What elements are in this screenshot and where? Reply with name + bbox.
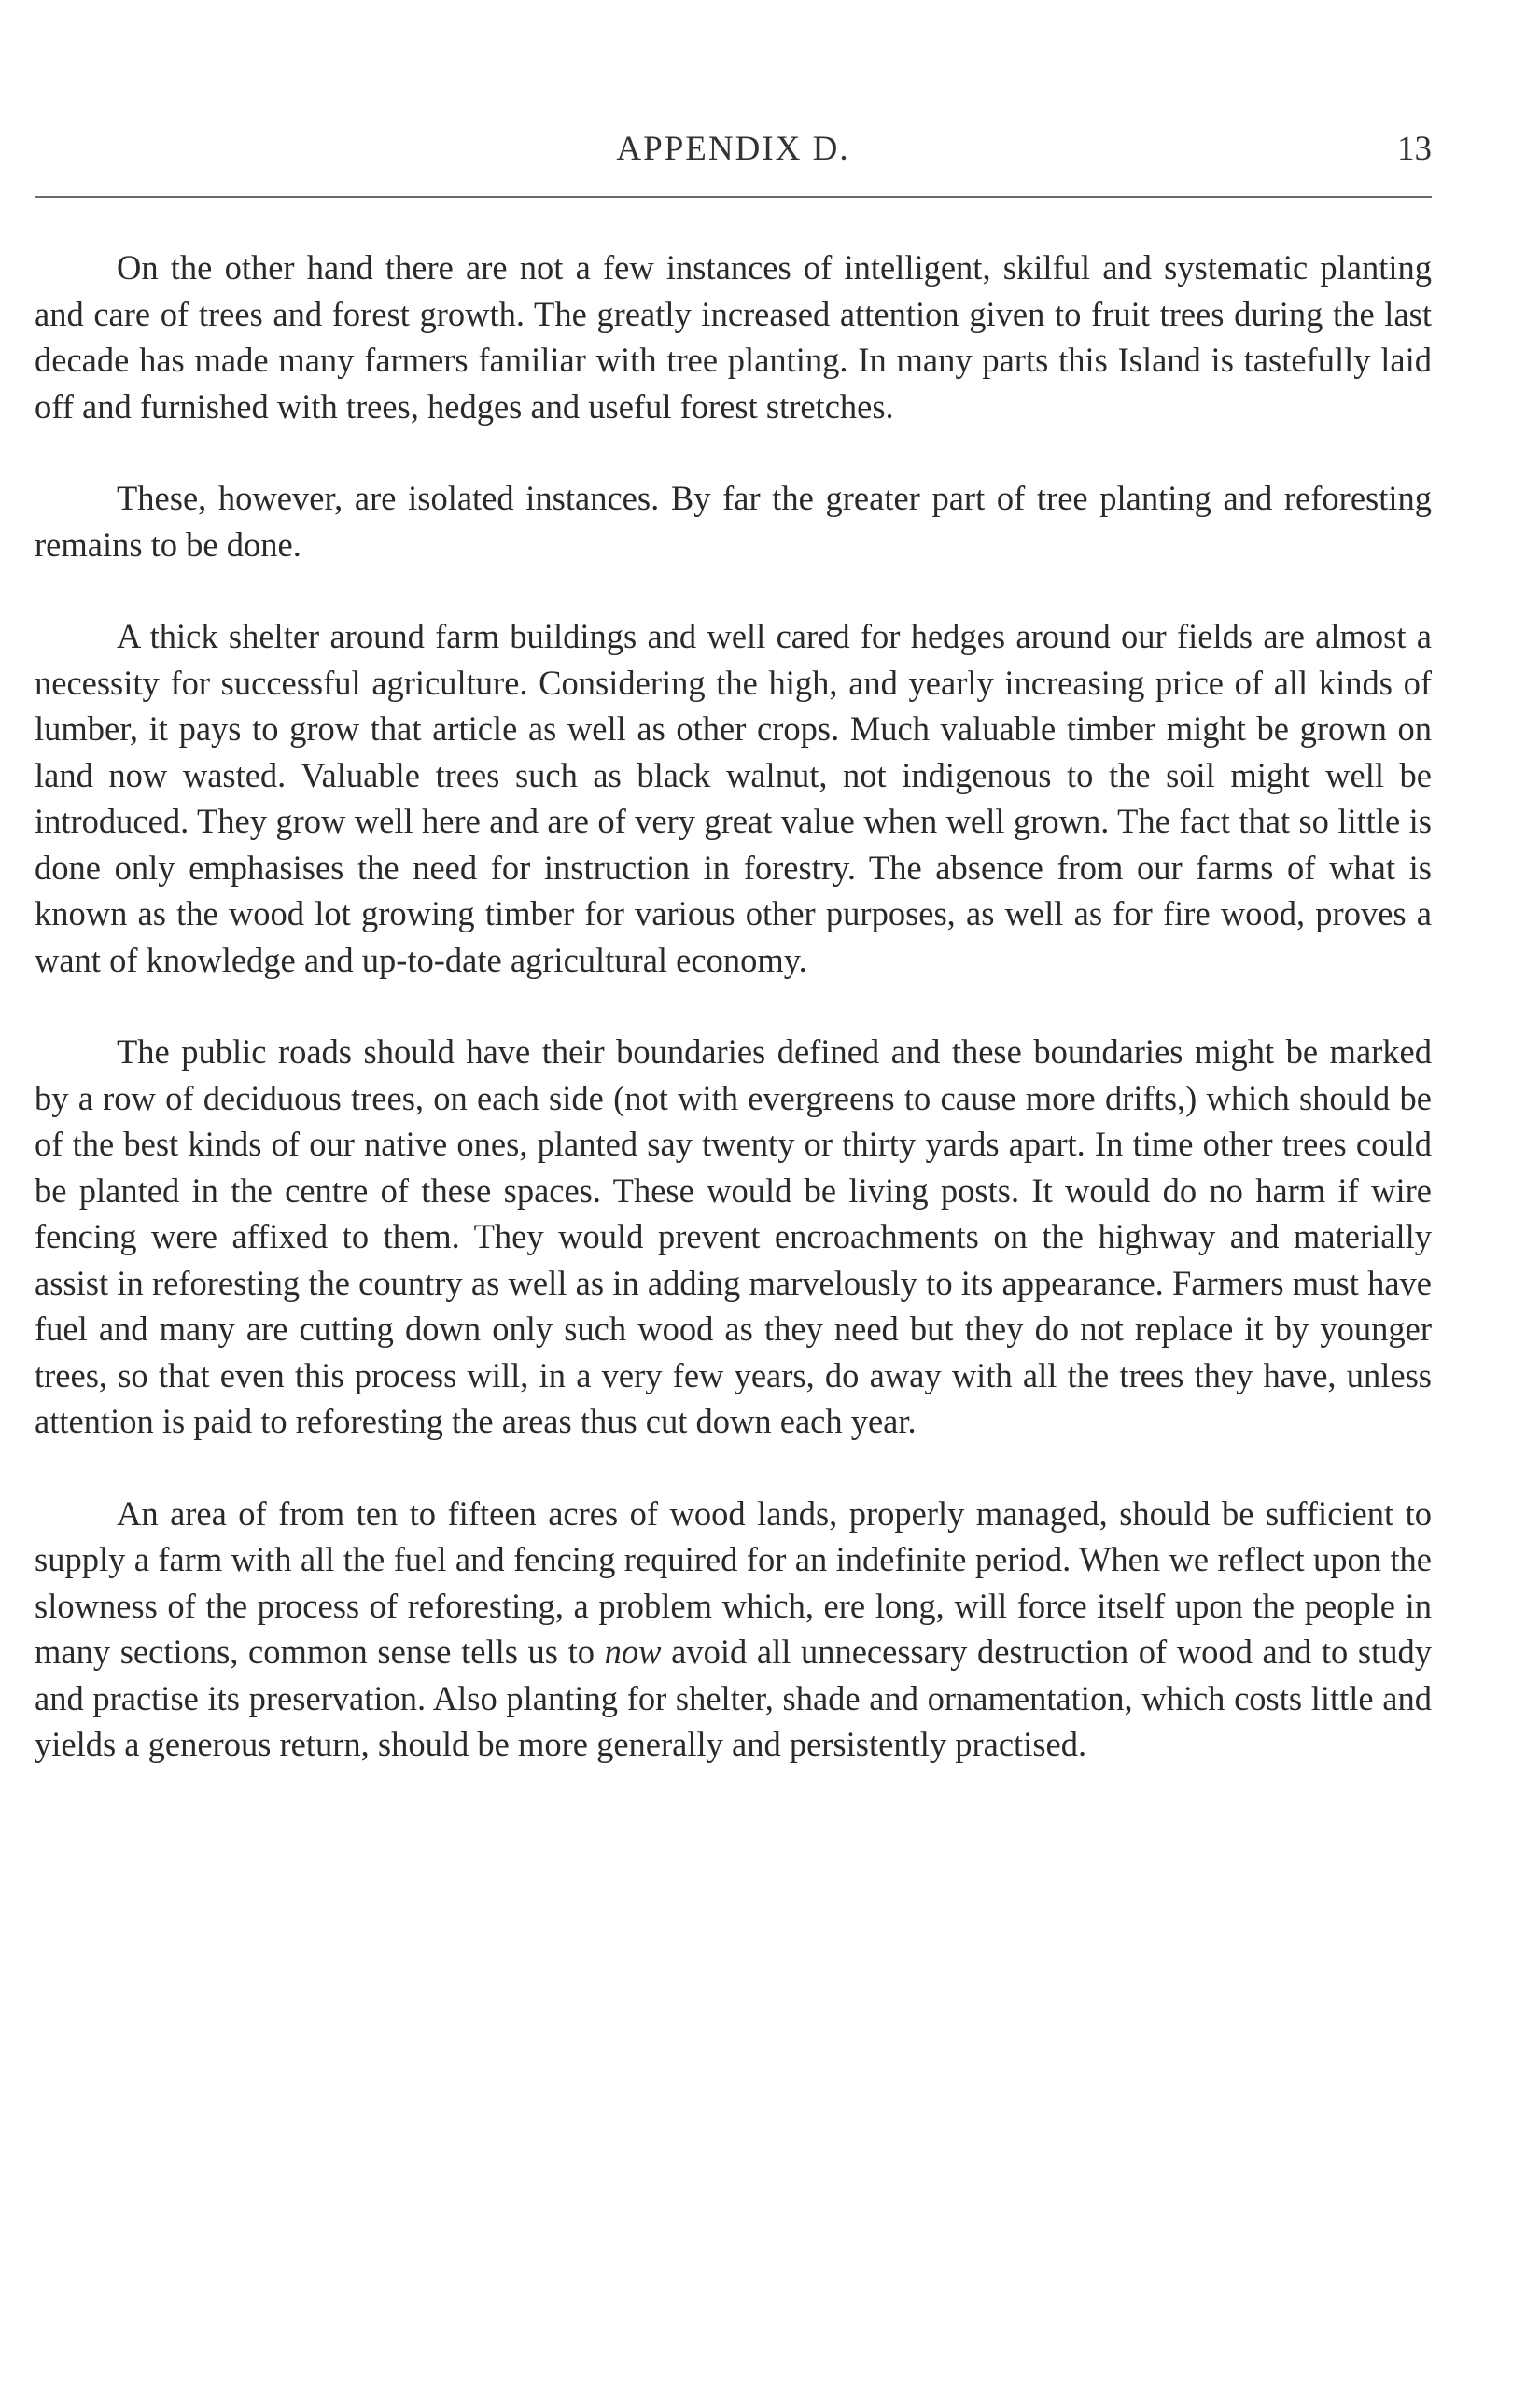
wood-lands-text-end: avoid all unnecessary destruction of wood and to study and practise its preservation. Also planting for shelter, shade and ornamentation, which costs little and yields a generous return, should be more generally and persistently practised. xyxy=(35,1632,1432,1763)
page-header xyxy=(35,129,1432,175)
paragraph-wood-lands xyxy=(35,1491,1432,1768)
paragraph-shelter-hedges: A thick shelter around farm buildings and well cared for hedges around our fields are almost a necessity for successful agriculture. Considering the high, and yearly increasing price of all kinds of lumber, it pays to grow that article as well as other crops. Much valuable timber might be grown on land now wasted. Valuable trees such as black walnut, not indigenous to the soil might well be introduced. They grow well here and are of very great value when well grown. The fact that so little is done only emphasises the need for instruction in forestry. The absence from our farms of what is known as the wood lot growing timber for various other purposes, as well as for fire wood, proves a want of knowledge and up-to-date agricultural economy. xyxy=(35,617,1432,979)
header-rule xyxy=(35,196,1432,198)
page-number: 13 xyxy=(1397,130,1432,168)
emphasized-word: now xyxy=(604,1632,662,1671)
paragraph-public-roads: The public roads should have their boundaries defined and these boundaries might be marked by a row of deciduous trees, on each side (not with evergreens to cause more drifts,) which should be of the best kinds of our native ones, planted say twenty or thirty yards apart. In time other trees could be planted in the centre of these spaces. These would be living posts. It would do no harm if wire fencing were affixed to them. They would prevent encroachments on the highway and materially assist in reforesting the country as well as in adding marvelously to its appearance. Farmers must have fuel and many are cutting down only such wood as they need but they do not replace it by younger trees, so that even this process will, in a very few years, do away with all the trees they have, unless attention is paid to reforesting the areas thus cut down each year. xyxy=(35,1032,1432,1440)
body-text xyxy=(35,245,1432,1768)
paragraph-isolated-instances: These, however, are isolated instances. By far the greater part of tree planting and reforesting remains to be done. xyxy=(35,479,1432,564)
wood-lands-text-start: An area of from ten to fifteen acres of wood lands, properly managed, should be sufficient to supply a farm with all the fuel and fencing required for an indefinite period. When we reflect upon the slowness of the process of reforesting, a problem which, ere long, will force itself upon the people in many sections, common sense tells us to xyxy=(35,1493,1432,1671)
running-head: APPENDIX D. xyxy=(616,130,850,168)
paragraph-planting-instances: On the other hand there are not a few instances of intelligent, skilful and systematic planting and care of trees and forest growth. The greatly increased attention given to fruit trees during the last decade has made many farmers familiar with tree planting. In many parts this Island is tastefully laid off and furnished with trees, hedges and useful forest stretches. xyxy=(35,248,1432,426)
